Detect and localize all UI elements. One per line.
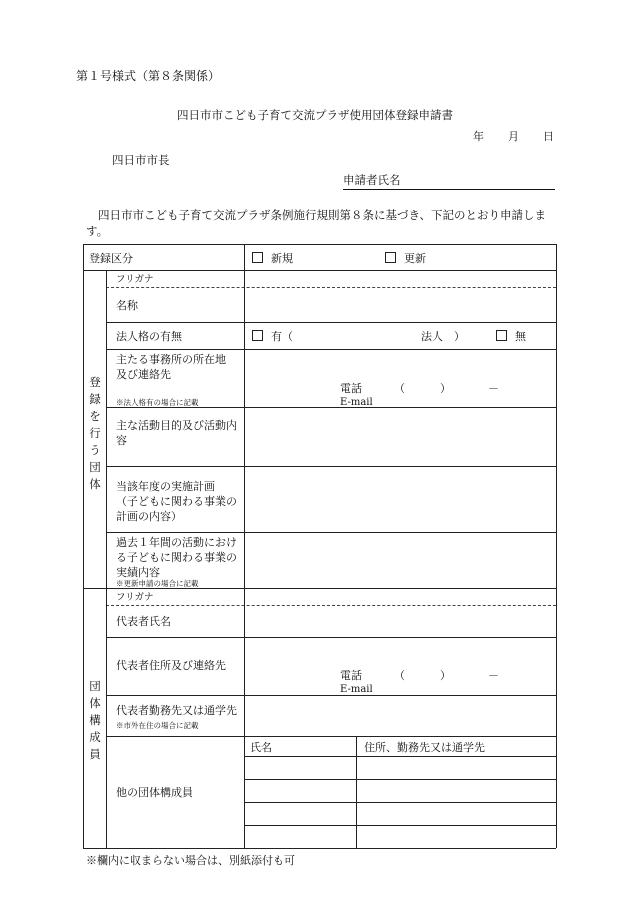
purpose-label: 主な活動目的及び活動内 容 bbox=[116, 419, 237, 447]
other-members-col-name: 氏名 bbox=[250, 741, 272, 754]
office-note: ※法人格有の場合に記載 bbox=[116, 398, 199, 407]
purpose-field[interactable] bbox=[250, 410, 550, 462]
corporate-no-checkbox[interactable] bbox=[496, 330, 507, 341]
other-members-col-address: 住所、勤務先又は通学先 bbox=[364, 741, 485, 754]
group-section-label: 登 録 を 行 う 団 体 bbox=[89, 375, 101, 491]
registration-renew-option[interactable] bbox=[385, 251, 426, 266]
group-name-label: 名称 bbox=[116, 299, 138, 312]
group-furigana-label: フリガナ bbox=[116, 274, 154, 285]
rep-phone-dash: － bbox=[488, 669, 499, 682]
office-label: 主たる事務所の所在地 及び連絡先 bbox=[116, 353, 226, 381]
corporate-yes-option[interactable]: 有（ bbox=[252, 329, 293, 344]
past-activity-label: 過去１年間の活動におけ る子どもに関わる事業の 実績内容 bbox=[116, 536, 237, 579]
rep-address-label: 代表者住所及び連絡先 bbox=[116, 659, 226, 672]
corporate-no-option[interactable]: 無 bbox=[496, 329, 526, 344]
rep-phone-open: （ bbox=[394, 669, 405, 682]
past-activity-field[interactable] bbox=[250, 536, 550, 584]
footer-note: ※欄内に収まらない場合は、別紙添付も可 bbox=[86, 854, 295, 867]
renew-label: 更新 bbox=[404, 252, 426, 265]
rep-work-label: 代表者勤務先又は通学先 bbox=[116, 704, 237, 717]
members-section-label: 団 体 構 成 員 bbox=[89, 679, 101, 761]
annual-plan-field[interactable] bbox=[250, 470, 550, 528]
rep-email-label: E-mail bbox=[340, 684, 373, 695]
office-phone-dash: － bbox=[488, 382, 499, 395]
corporate-suffix: 法人 ） bbox=[421, 330, 465, 343]
office-phone-label: 電話 bbox=[340, 382, 362, 395]
other-members-label: 他の団体構成員 bbox=[116, 786, 193, 799]
rep-furigana-label: フリガナ bbox=[116, 592, 154, 603]
applicant-name-field[interactable]: 申請者氏名 bbox=[343, 172, 555, 190]
office-phone-close: ） bbox=[440, 382, 451, 395]
corporate-yes-checkbox[interactable] bbox=[252, 330, 263, 341]
rep-work-note: ※市外在住の場合に記載 bbox=[116, 721, 199, 730]
new-label: 新規 bbox=[271, 252, 293, 265]
corporate-status-label: 法人格の有無 bbox=[116, 330, 182, 343]
date-month-label: 月 bbox=[508, 130, 519, 143]
form-number: 第１号様式（第８条関係） bbox=[76, 69, 221, 83]
rep-name-label: 代表者氏名 bbox=[116, 615, 171, 628]
intro-text: 四日市市こども子育て交流プラザ条例施行規則第８条に基づき、下記のとおり申請します。 bbox=[86, 208, 547, 238]
registration-new-option[interactable] bbox=[252, 251, 293, 266]
form-title: 四日市市こども子育て交流プラザ使用団体登録申請書 bbox=[177, 108, 453, 122]
new-checkbox[interactable] bbox=[252, 252, 263, 263]
rep-phone-label: 電話 bbox=[340, 669, 362, 682]
date-day-label: 日 bbox=[543, 130, 554, 143]
addressee: 四日市市長 bbox=[112, 153, 170, 167]
office-phone-open: （ bbox=[394, 382, 405, 395]
rep-phone-close: ） bbox=[440, 669, 451, 682]
renew-checkbox[interactable] bbox=[385, 252, 396, 263]
date-year-label: 年 bbox=[473, 130, 484, 143]
past-activity-note: ※更新申請の場合に記載 bbox=[116, 579, 199, 588]
registration-label: 登録区分 bbox=[89, 252, 133, 265]
annual-plan-label: 当該年度の実施計画 （子どもに関わる事業の 計画の内容） bbox=[116, 480, 237, 523]
rep-work-field[interactable] bbox=[250, 699, 550, 732]
group-name-field[interactable] bbox=[290, 292, 550, 318]
office-email-label: E-mail bbox=[340, 397, 373, 408]
rep-name-field[interactable] bbox=[250, 608, 550, 634]
